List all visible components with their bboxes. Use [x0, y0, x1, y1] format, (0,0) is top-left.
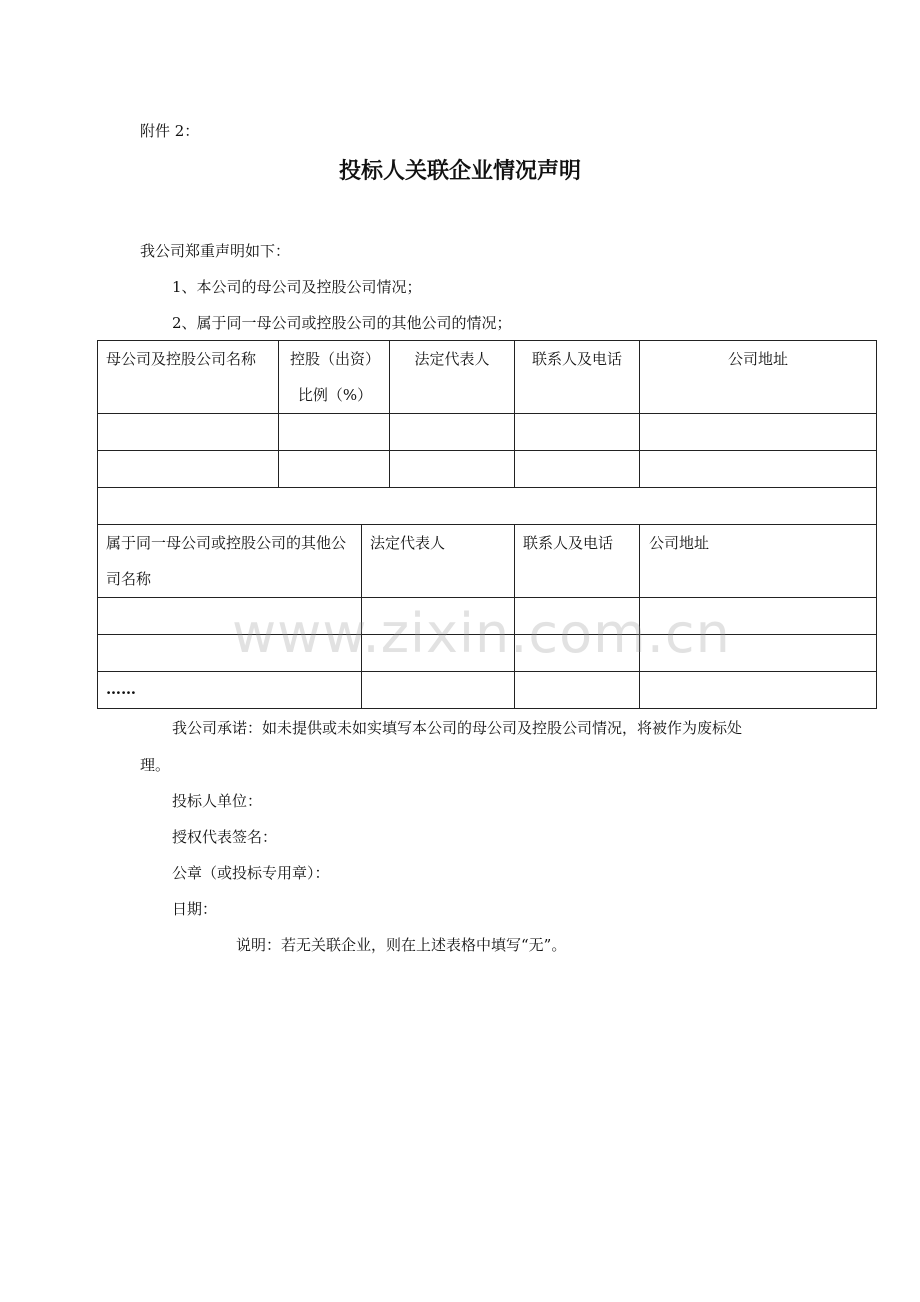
- input-cell[interactable]: [279, 451, 390, 488]
- header-legal-rep-2: 法定代表人: [370, 534, 446, 552]
- header-sibling-company-name: 属于同一母公司或控股公司的其他公司名称: [106, 534, 347, 588]
- seal-field: 公章（或投标专用章）：: [172, 864, 330, 882]
- input-cell[interactable]: [98, 451, 279, 488]
- related-companies-table: [97, 340, 877, 709]
- input-cell[interactable]: [640, 635, 877, 672]
- input-cell[interactable]: [362, 635, 515, 672]
- table1-header-cell: [515, 341, 640, 414]
- table2-header-cell: [515, 525, 640, 598]
- input-cell[interactable]: [640, 672, 877, 709]
- table-separator-row: [98, 488, 877, 525]
- commitment-line-1: 我公司承诺：如未提供或未如实填写本公司的母公司及控股公司情况，将被作为废标处: [172, 719, 743, 737]
- table1-header-cell: [390, 341, 515, 414]
- document-title: 投标人关联企业情况声明: [338, 159, 581, 184]
- header-legal-rep: 法定代表人: [414, 350, 490, 368]
- table2-row: [98, 635, 877, 672]
- table1-header-cell: [640, 341, 877, 414]
- header-share-ratio: 控股（出资）比例（%）: [290, 350, 381, 404]
- date-field: 日期：: [172, 900, 218, 918]
- table1-row: [98, 414, 877, 451]
- header-parent-company-name: 母公司及控股公司名称: [106, 350, 257, 368]
- header-company-address-2: 公司地址: [649, 534, 710, 552]
- table2-header-cell: [640, 525, 877, 598]
- intro-text: 我公司郑重声明如下：: [140, 242, 291, 260]
- ellipsis-text: ……: [106, 680, 136, 698]
- input-cell[interactable]: [98, 414, 279, 451]
- input-cell[interactable]: [515, 635, 640, 672]
- input-cell[interactable]: [362, 672, 515, 709]
- table1-header-cell: [98, 341, 279, 414]
- input-cell[interactable]: [390, 451, 515, 488]
- input-cell[interactable]: [515, 598, 640, 635]
- attachment-label: 附件 2：: [140, 122, 200, 140]
- input-cell[interactable]: [390, 414, 515, 451]
- table2-header-cell: [98, 525, 362, 598]
- input-cell[interactable]: [515, 414, 640, 451]
- table2-row: [98, 598, 877, 635]
- input-cell[interactable]: [98, 598, 362, 635]
- watermark: www.zixin.com.cn: [232, 602, 731, 665]
- blank-separator-cell: [98, 488, 877, 525]
- signature-field: 授权代表签名：: [172, 828, 278, 846]
- table1-header-row: [98, 341, 877, 414]
- input-cell[interactable]: [362, 598, 515, 635]
- table1-row: [98, 451, 877, 488]
- table2-header-row: [98, 525, 877, 598]
- header-contact-phone-2: 联系人及电话: [523, 534, 614, 552]
- input-cell[interactable]: [279, 414, 390, 451]
- table1-header-cell: [279, 341, 390, 414]
- header-contact-phone: 联系人及电话: [532, 350, 623, 368]
- input-cell[interactable]: [515, 451, 640, 488]
- input-cell[interactable]: [640, 598, 877, 635]
- input-cell[interactable]: [515, 672, 640, 709]
- item-1-text: 1、本公司的母公司及控股公司情况；: [172, 278, 422, 296]
- table2-row: [98, 672, 877, 709]
- bidder-unit-field: 投标人单位：: [172, 792, 263, 810]
- table2-header-cell: [362, 525, 515, 598]
- item-2-text: 2、属于同一母公司或控股公司的其他公司的情况；: [172, 314, 512, 332]
- input-cell[interactable]: [98, 672, 362, 709]
- commitment-line-2: 理。: [140, 756, 171, 774]
- header-company-address: 公司地址: [728, 350, 789, 368]
- input-cell[interactable]: [640, 414, 877, 451]
- input-cell[interactable]: [98, 635, 362, 672]
- note-text: 说明：若无关联企业，则在上述表格中填写“无”。: [236, 936, 567, 954]
- input-cell[interactable]: [640, 451, 877, 488]
